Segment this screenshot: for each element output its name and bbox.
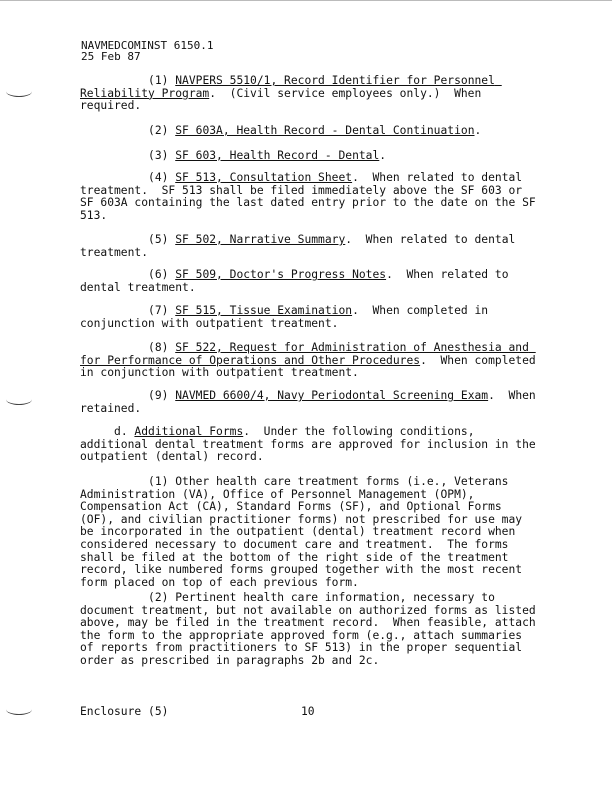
page-number: 10 (301, 705, 315, 718)
p6-text: . When related to dental treatment. (80, 268, 516, 294)
paragraph-9 (80, 389, 543, 415)
p7-text: . When completed in conjunction with outpatient treatment. (80, 304, 495, 330)
p3-text: . (379, 149, 387, 162)
paragraph-6 (80, 269, 540, 294)
margin-mark (6, 394, 32, 405)
section-d-title: Additional Forms (134, 425, 244, 438)
p9-num: (9) (148, 389, 176, 402)
section-d (80, 425, 543, 464)
p5-form-title: SF 502, Narrative Summary (175, 233, 346, 246)
p2-num: (2) (148, 124, 176, 137)
d2-text: (2) Pertinent health care information, necessary to document treatment, but not available on authorized forms as listed above, may be filed in the treatment record. When feasible, attach the form to the appropriate approved form (e.g., attach summaries of reports from practitioners to SF 513) in the proper sequential order as prescribed in paragraphs 2b and 2c. (80, 591, 543, 667)
p3-form-title: SF 603, Health Record - Dental (175, 149, 380, 162)
paragraph-7 (80, 305, 540, 330)
paragraph-2 (80, 125, 540, 138)
p7-num: (7) (148, 304, 176, 317)
p7-form-title: SF 515, Tissue Examination (175, 304, 353, 317)
p2-text: . (474, 124, 482, 137)
section-d-paragraph-1 (80, 476, 540, 589)
section-d-letter: d. (114, 425, 135, 438)
p8-text: . When completed in conjunction with outpatient treatment. (80, 353, 543, 380)
footer-enclosure: Enclosure (5) (80, 705, 169, 718)
paragraph-1 (80, 75, 540, 113)
instruction-date: 25 Feb 87 (81, 50, 141, 63)
p1-form-title: NAVPERS 5510/1, Record Identifier for Personnel Reliability Program (80, 74, 502, 100)
p4-form-title: SF 513, Consultation Sheet (175, 171, 353, 184)
margin-mark (6, 704, 32, 715)
p6-num: (6) (148, 268, 176, 281)
p6-form-title: SF 509, Doctor's Progress Notes (175, 268, 387, 281)
paragraph-8 (80, 341, 543, 380)
instruction-number: NAVMEDCOMINST 6150.1 (81, 39, 214, 52)
p8-num: (8) (148, 341, 176, 354)
section-d-paragraph-2 (80, 591, 543, 668)
p5-text: . When related to dental treatment. (80, 233, 523, 259)
p9-form-title: NAVMED 6600/4, Navy Periodontal Screening Exam (175, 389, 489, 402)
p4-text: . When related to dental treatment. SF 513 shall be filed immediately above the SF 603 or SF 603A containing the last dated entry prior to the date on the SF 513. (80, 171, 543, 222)
paragraph-3 (80, 150, 540, 163)
p1-text: . (Civil service employees only.) When required. (80, 86, 489, 113)
p1-num: (1) (148, 74, 176, 87)
p5-num: (5) (148, 233, 176, 246)
paragraph-5 (80, 234, 540, 259)
paragraph-4 (80, 171, 543, 222)
d1-text: (1) Other health care treatment forms (i.e., Veterans Administration (VA), Office of Personnel Management (OPM), Compensation Act (CA), Standard Forms (SF), and Optional Forms (OF), and civilian practitioner forms) not prescribed for use may be incorporated in the outpatient (dental) treatment record when considered necessary to document care and treatment. The forms shall be filed at the bottom of the right side of the treatment record, like numbered forms grouped together with the most recent form placed on top of each previous form. (80, 475, 529, 589)
margin-mark (6, 86, 32, 97)
p4-num: (4) (148, 171, 176, 184)
p2-form-title: SF 603A, Health Record - Dental Continuation (175, 124, 475, 137)
p9-text: . When retained. (80, 389, 543, 415)
p3-num: (3) (148, 149, 176, 162)
top-border (0, 0, 612, 1)
section-d-text: . Under the following conditions, additional dental treatment forms are approved for inclusion in the outpatient (dental) record. (80, 425, 543, 464)
p8-form-title: SF 522, Request for Administration of Anesthesia and for Performance of Operations and Other Procedures (80, 341, 536, 367)
